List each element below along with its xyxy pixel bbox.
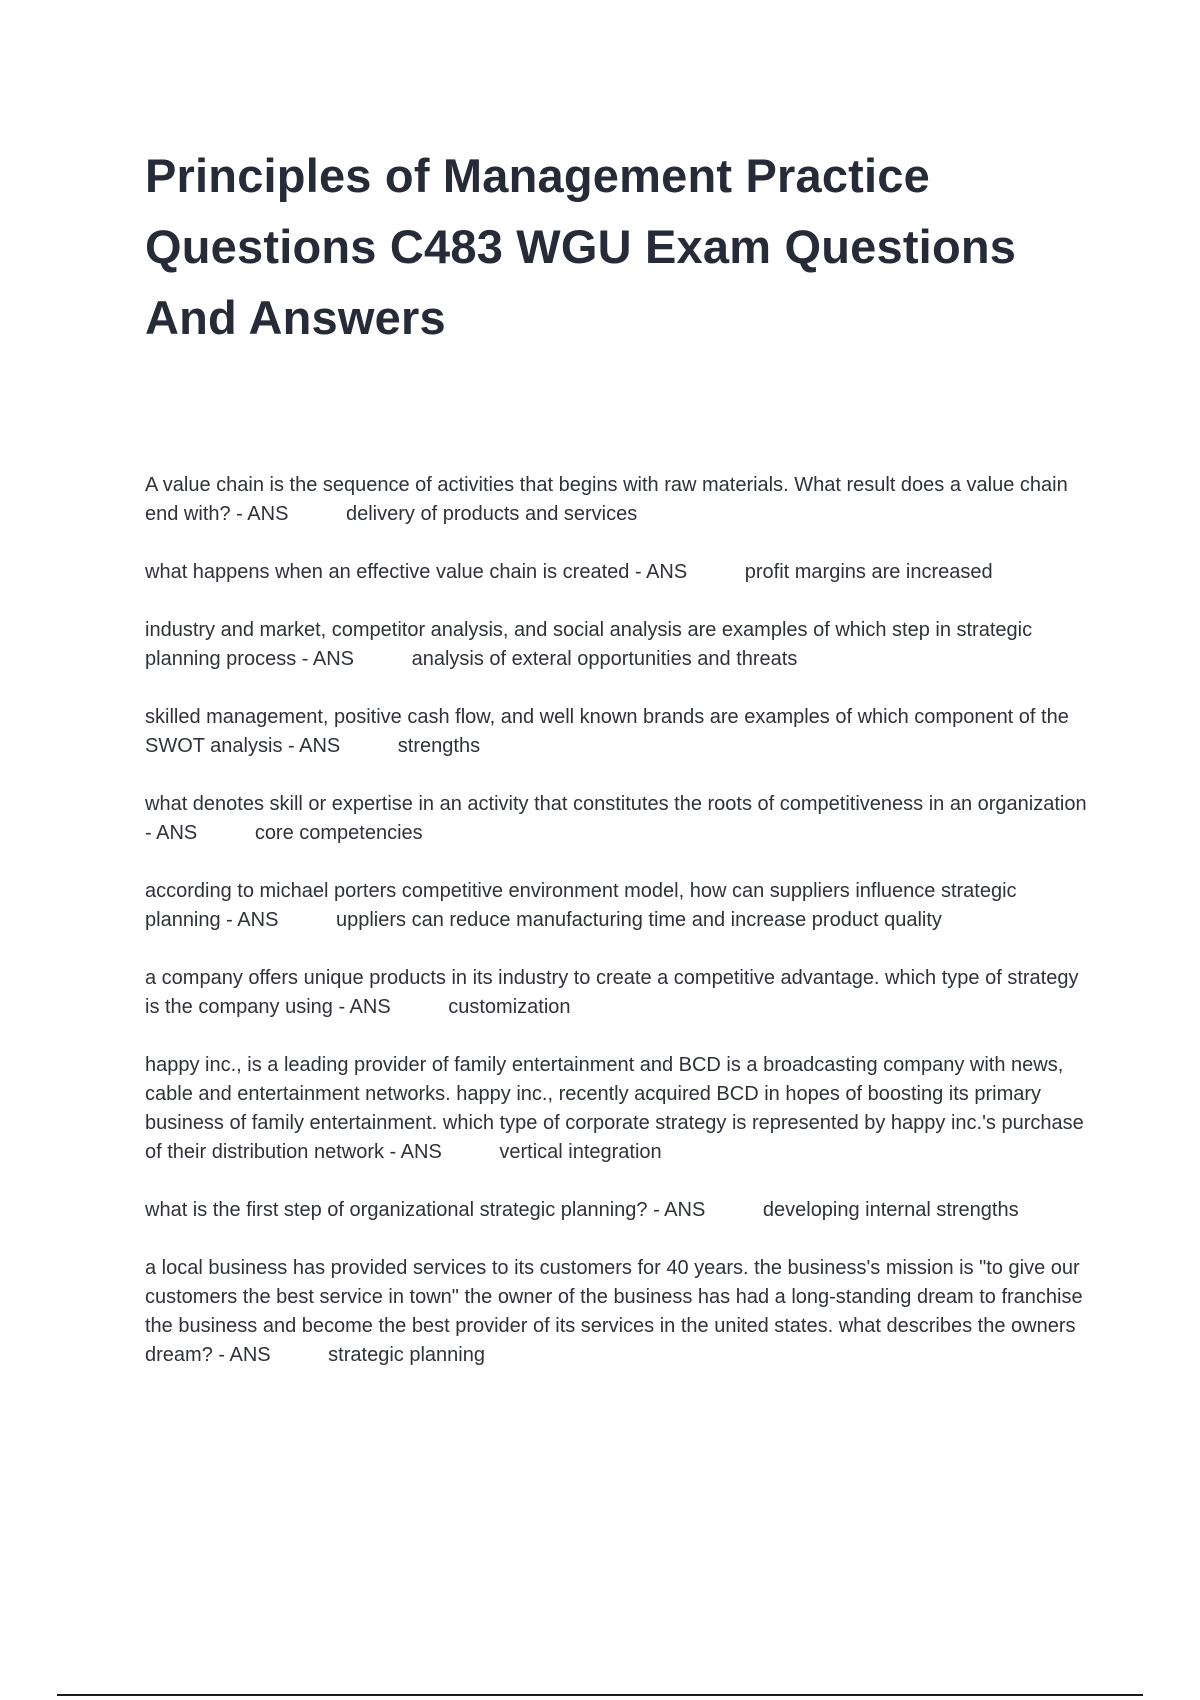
qa-item bbox=[145, 790, 1095, 848]
question-answer-list bbox=[145, 471, 1095, 1399]
qa-item bbox=[145, 471, 1095, 529]
question-text: skilled management, positive cash flow, and well known brands are examples of which component of the SWOT analysis - ANS bbox=[145, 706, 1069, 757]
qa-item bbox=[145, 1254, 1095, 1370]
question-text: A value chain is the sequence of activities that begins with raw materials. What result does a value chain end with? - ANS bbox=[145, 474, 1068, 525]
qa-item bbox=[145, 558, 1095, 587]
title-line-1: Principles of Management Practice bbox=[145, 149, 930, 202]
answer-text: strategic planning bbox=[328, 1344, 485, 1366]
question-text: what happens when an effective value chain is created - ANS bbox=[145, 561, 688, 583]
answer-text: vertical integration bbox=[499, 1141, 662, 1163]
qa-item bbox=[145, 703, 1095, 761]
question-text: what denotes skill or expertise in an activity that constitutes the roots of competitiveness in an organization - ANS bbox=[145, 793, 1087, 844]
question-text: a company offers unique products in its industry to create a competitive advantage. which type of strategy is the company using - ANS bbox=[145, 967, 1079, 1018]
answer-text: customization bbox=[448, 996, 571, 1018]
question-text: happy inc., is a leading provider of family entertainment and BCD is a broadcasting company with news, cable and entertainment networks. happy inc., recently acquired BCD in hopes of boosting its primary business of family entertainment. which type of corporate strategy is represented by happy inc.'s purchase of their distribution network - ANS bbox=[145, 1054, 1084, 1163]
title-line-3: And Answers bbox=[145, 291, 446, 344]
question-text: according to michael porters competitive environment model, how can suppliers influence strategic planning - ANS bbox=[145, 880, 1017, 931]
question-text: industry and market, competitor analysis, and social analysis are examples of which step in strategic planning process - ANS bbox=[145, 619, 1033, 670]
qa-item bbox=[145, 964, 1095, 1022]
answer-text: uppliers can reduce manufacturing time and increase product quality bbox=[335, 909, 942, 931]
qa-item bbox=[145, 1051, 1095, 1167]
answer-text: strengths bbox=[397, 735, 481, 757]
answer-text: developing internal strengths bbox=[762, 1199, 1019, 1221]
question-text: a local business has provided services to its customers for 40 years. the business's mission is "to give our customers the best service in town" the owner of the business has had a long-standing dream to franchise the business and become the best provider of its services in the united states. what describes the owners dream? - ANS bbox=[145, 1257, 1083, 1366]
footer-divider bbox=[57, 1694, 1143, 1696]
answer-text: analysis of exteral opportunities and threats bbox=[411, 648, 798, 670]
answer-text: delivery of products and services bbox=[345, 503, 638, 525]
question-text: what is the first step of organizational strategic planning? - ANS bbox=[145, 1199, 706, 1221]
qa-item bbox=[145, 616, 1095, 674]
title-line-2: Questions C483 WGU Exam Questions bbox=[145, 220, 1017, 273]
answer-text: profit margins are increased bbox=[744, 561, 993, 583]
qa-item bbox=[145, 877, 1095, 935]
qa-item bbox=[145, 1196, 1095, 1225]
answer-text: core competencies bbox=[254, 822, 423, 844]
document-title bbox=[145, 140, 1105, 353]
